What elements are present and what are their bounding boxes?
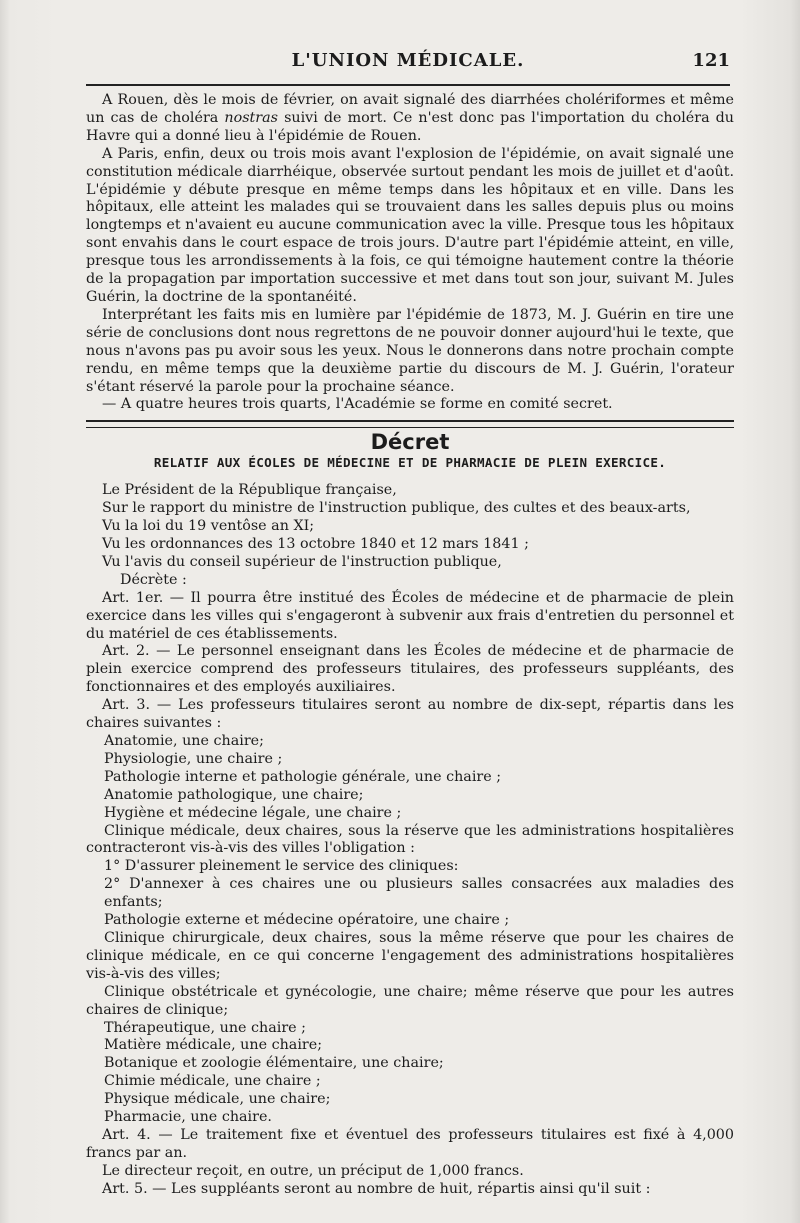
preamble-line: Sur le rapport du ministre de l'instruction publique, des cultes et des beaux-arts, xyxy=(102,500,691,517)
chair-item: Physique médicale, une chaire; xyxy=(104,1091,331,1108)
decret-title: Décret xyxy=(370,430,450,455)
chair-item: Physiologie, une chaire ; xyxy=(104,750,283,767)
chair-item: Botanique et zoologie élémentaire, une chaire; xyxy=(104,1055,444,1072)
section-divider xyxy=(86,420,734,428)
decret-subtitle: RELATIF AUX ÉCOLES DE MÉDECINE ET DE PHARMACIE DE PLEIN EXERCICE. xyxy=(153,455,667,471)
chair-item: Anatomie, une chaire; xyxy=(104,733,264,749)
chair-item: Hygiène et médecine légale, une chaire ; xyxy=(104,804,402,821)
paragraph-rouen: A Rouen, dès le mois de février, on avait signalé des diarrhées cholériformes et même un cas de choléra nostras suivi de mort. Ce n'est donc pas l'importation du choléra du Havre qui a donné lieu à l'épidémie de Rouen. xyxy=(86,92,735,144)
header-rule xyxy=(86,84,730,86)
chair-item: Pharmacie, une chaire. xyxy=(104,1109,272,1126)
article-body xyxy=(86,92,734,1199)
paragraph-comite-secret: — A quatre heures trois quarts, l'Académie se forme en comité secret. xyxy=(102,396,613,413)
preamble-line: Vu la loi du 19 ventôse an XI; xyxy=(102,518,315,535)
article-4: Art. 4. — Le traitement fixe et éventuel des professeurs titulaires est fixé à 4,000 francs par an. xyxy=(86,1126,734,1161)
chair-item: Pathologie interne et pathologie générale, une chaire ; xyxy=(104,768,502,785)
chair-item: Anatomie pathologique, une chaire; xyxy=(104,786,364,803)
chair-clinique-chirurgicale: Clinique chirurgicale, deux chaires, sous la même réserve que pour les chaires de clinique médicale, en ce qui concerne l'engagement des administrations hospitalières vis-à-vis des villes; xyxy=(86,929,734,982)
running-title: L'UNION MÉDICALE. xyxy=(291,50,525,71)
chair-item: Thérapeutique, une chaire ; xyxy=(104,1019,306,1036)
article-4-directeur: Le directeur reçoit, en outre, un préciput de 1,000 francs. xyxy=(102,1162,524,1179)
article-5: Art. 5. — Les suppléants seront au nombre de huit, répartis ainsi qu'il suit : xyxy=(102,1180,651,1197)
obligation-item: 1° D'assurer pleinement le service des cliniques: xyxy=(104,858,459,875)
article-1: Art. 1er. — Il pourra être institué des Écoles de médecine et de pharmacie de plein exercice dans les villes qui s'engageront à subvenir aux frais d'entretien du personnel et du matériel de ces établissements. xyxy=(86,589,734,642)
chair-clinique-obstetricale: Clinique obstétricale et gynécologie, une chaire; même réserve que pour les autres chaires de clinique; xyxy=(86,983,734,1018)
chair-item: Chimie médicale, une chaire ; xyxy=(104,1073,321,1090)
page-header xyxy=(86,46,730,76)
paragraph-paris: A Paris, enfin, deux ou trois mois avant l'explosion de l'épidémie, on avait signalé une constitution médicale diarrhéique, observée surtout pendant les mois de juillet et d'août. L'épidémie y débute presque en même temps dans les hôpitaux et en ville. Dans les hôpitaux, elle atteint les malades qui se trouvaient dans les salles depuis plus ou moins longtemps et n'avaient eu aucune communication avec la ville. Presque tous les hôpitaux sont envahis dans le court espace de trois jours. D'autre part l'épidémie atteint, en ville, presque tous les arrondissements à la fois, ce qui témoigne hautement contre la théorie de la propagation par importation successive et met dans tout son jour, suivant M. Jules Guérin, la doctrine de la spontanéité. xyxy=(86,145,734,305)
chair-clinique-medicale: Clinique médicale, deux chaires, sous la réserve que les administrations hospitalières contracteront vis-à-vis des villes l'obligation : xyxy=(86,822,734,857)
article-2: Art. 2. — Le personnel enseignant dans les Écoles de médecine et de pharmacie de plein exercice comprend des professeurs titulaires, des professeurs suppléants, des fonctionnaires et des employés auxiliaires. xyxy=(86,643,734,696)
decrete-line: Décrète : xyxy=(120,571,187,588)
preamble-line: Vu l'avis du conseil supérieur de l'instruction publique, xyxy=(102,553,502,570)
page-number: 121 xyxy=(692,50,730,71)
article-3: Art. 3. — Les professeurs titulaires seront au nombre de dix-sept, répartis dans les chaires suivantes : xyxy=(86,697,734,732)
chair-item: Matière médicale, une chaire; xyxy=(104,1037,323,1054)
chair-item: Pathologie externe et médecine opératoire, une chaire ; xyxy=(104,912,510,929)
obligation-item: 2° D'annexer à ces chaires une ou plusieurs salles consacrées aux maladies des enfants; xyxy=(104,876,734,911)
preamble-line: Le Président de la République française, xyxy=(102,482,397,499)
preamble-line: Vu les ordonnances des 13 octobre 1840 et 12 mars 1841 ; xyxy=(102,536,529,553)
paragraph-interpretation: Interprétant les faits mis en lumière par l'épidémie de 1873, M. J. Guérin en tire une série de conclusions dont nous regrettons de ne pouvoir donner aujourd'hui le texte, que nous n'avons pas pu avoir sous les yeux. Nous le donnerons dans notre prochain compte rendu, en même temps que la deuxième partie du discours de M. J. Guérin, l'orateur s'étant réservé la parole pour la prochaine séance. xyxy=(86,306,734,395)
